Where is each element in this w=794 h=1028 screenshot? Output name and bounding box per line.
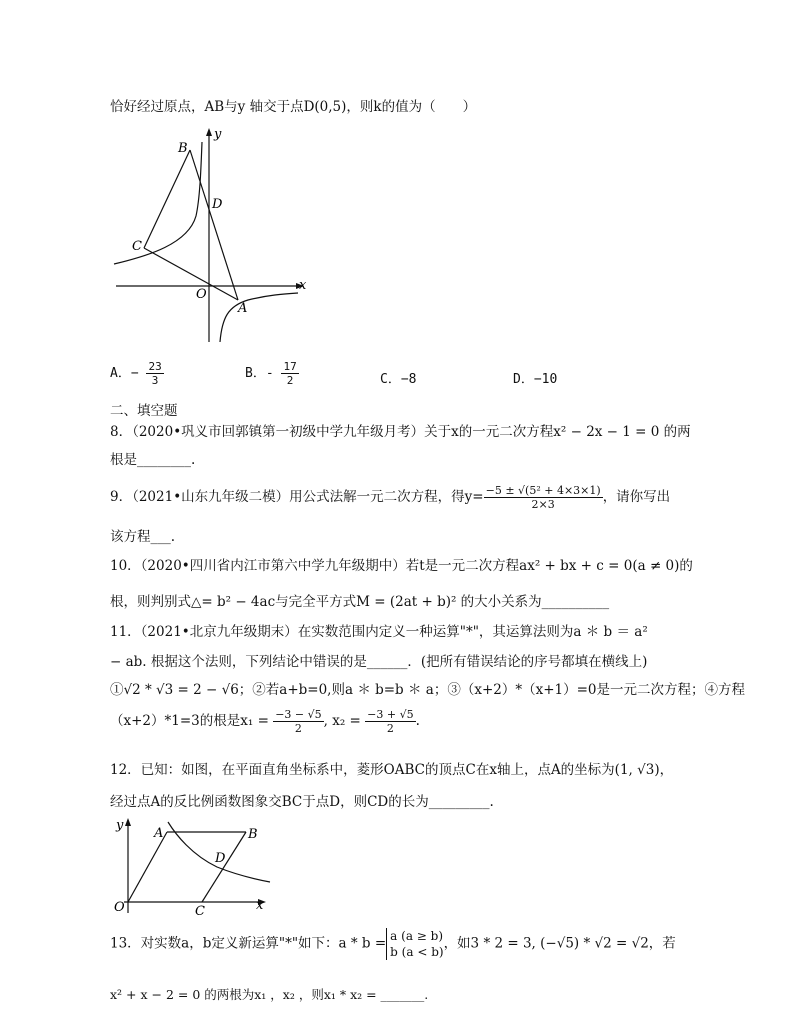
- fig1-label-B: B: [178, 141, 188, 156]
- option-a-num: 23: [148, 360, 162, 373]
- option-d: D．−10: [513, 372, 558, 387]
- q11-line-4: [110, 708, 420, 735]
- q11-line-1: 11．（2021•北京九年级期末）在实数范围内定义一种运算"*"，其运算法则为a ＊ b ＝ a²: [110, 624, 648, 640]
- fig2-label-O: O: [114, 900, 125, 915]
- q8-line-2: 根是________.: [110, 452, 196, 468]
- q13-post: ，如3 * 2 = 3, (−√5) * √2 = √2，若: [443, 935, 676, 952]
- fig2-label-A: A: [154, 826, 164, 841]
- q12-line-2: 经过点A的反比例函数图象交BC于点D，则CD的长为_________.: [110, 794, 494, 810]
- q12-line-1: 12．已知：如图，在平面直角坐标系中，菱形OABC的顶点C在x轴上，点A的坐标为(1, √3)，: [110, 762, 674, 778]
- fig1-label-y: y: [214, 128, 222, 142]
- fig1-label-x: x: [299, 278, 307, 293]
- q9-den: 2×3: [531, 498, 555, 512]
- section-title: 二、填空题: [110, 403, 178, 419]
- fig1-label-C: C: [132, 239, 142, 254]
- q11-end: .: [415, 713, 420, 730]
- q11-line-3: ①√2 * √3 = 2 − √6；②若a+b=0,则a ＊ b=b ＊ a；③（x+2）*（x+1）=0是一元二次方程；④方程: [110, 682, 746, 698]
- fig2-label-B: B: [248, 827, 258, 842]
- option-b: [245, 360, 299, 387]
- fig2-label-D: D: [215, 851, 226, 866]
- fig1-label-O: O: [196, 287, 207, 302]
- option-a-fraction: [146, 360, 163, 387]
- fig2-label-x: x: [256, 898, 264, 913]
- q13-line-1: [110, 928, 676, 960]
- q8-line-1: 8．（2020•巩义市回郭镇第一初级中学九年级月考）关于x的一元二次方程x² − 2x − 1 = 0 的两: [110, 424, 691, 440]
- option-b-sign: -: [265, 366, 274, 382]
- q11-x2-den: 2: [386, 722, 394, 736]
- option-c: C．−8: [380, 372, 417, 387]
- q13-case-1: a (a ≥ b): [390, 929, 444, 943]
- option-a-label: A．: [110, 366, 131, 382]
- option-b-label: B．: [245, 366, 266, 382]
- q7-tail-text: 恰好经过原点，AB与y 轴交于点D(0,5)，则k的值为（ ）: [110, 99, 477, 115]
- q9-post: ，请你写出: [602, 489, 671, 506]
- q11-mid: , x₂ =: [323, 713, 366, 730]
- fig2-label-C: C: [195, 904, 205, 917]
- figure-2-rhombus: [112, 817, 272, 917]
- option-a-den: 3: [151, 374, 159, 388]
- fig2-label-y: y: [116, 818, 124, 833]
- q11-x2-fraction: [365, 708, 415, 735]
- q9-line-2: 该方程___.: [110, 529, 176, 545]
- q9-fraction: [484, 484, 603, 511]
- q13-case-2: b (a < b): [390, 945, 444, 960]
- q9-num: −5 ± √(5² + 4×3×1): [485, 484, 601, 497]
- q13-piecewise: [386, 928, 443, 960]
- option-a: [110, 360, 164, 387]
- q11-x1-num: −3 − √5: [275, 708, 322, 721]
- q13-pre: 13．对实数a，b定义新运算"*"如下：a * b =: [110, 935, 387, 952]
- fig1-label-D: D: [212, 197, 223, 212]
- figure-1-hyperbola-triangle: [108, 128, 308, 346]
- q9-pre: 9．（2021•山东九年级二模）用公式法解一元二次方程，得y=: [110, 489, 484, 506]
- option-a-sign: −: [130, 366, 139, 382]
- q9-line-1: [110, 484, 670, 511]
- option-b-den: 2: [286, 374, 294, 388]
- q10-line-2: 根，则判别式△= b² − 4ac与完全平方式M = (2at + b)² 的大小关系为__________: [110, 594, 610, 610]
- q11-x1-fraction: [273, 708, 323, 735]
- fig1-label-A: A: [238, 301, 248, 316]
- q10-line-1: 10．（2020•四川省内江市第六中学九年级期中）若t是一元二次方程ax² + bx + c = 0(a ≠ 0)的: [110, 558, 693, 574]
- q13-line-2: x² + x − 2 = 0 的两根为x₁ ，x₂ ，则x₁ * x₂ = _______.: [110, 987, 429, 1002]
- option-b-fraction: [281, 360, 298, 387]
- q11-x1-den: 2: [294, 722, 302, 736]
- option-b-num: 17: [283, 360, 297, 373]
- q11-line-2: − ab. 根据这个法则，下列结论中错误的是______．(把所有错误结论的序号都填在横线上): [110, 654, 648, 670]
- q11-line4-pre: （x+2）*1=3的根是x₁ =: [110, 713, 274, 730]
- q11-x2-num: −3 + √5: [367, 708, 414, 721]
